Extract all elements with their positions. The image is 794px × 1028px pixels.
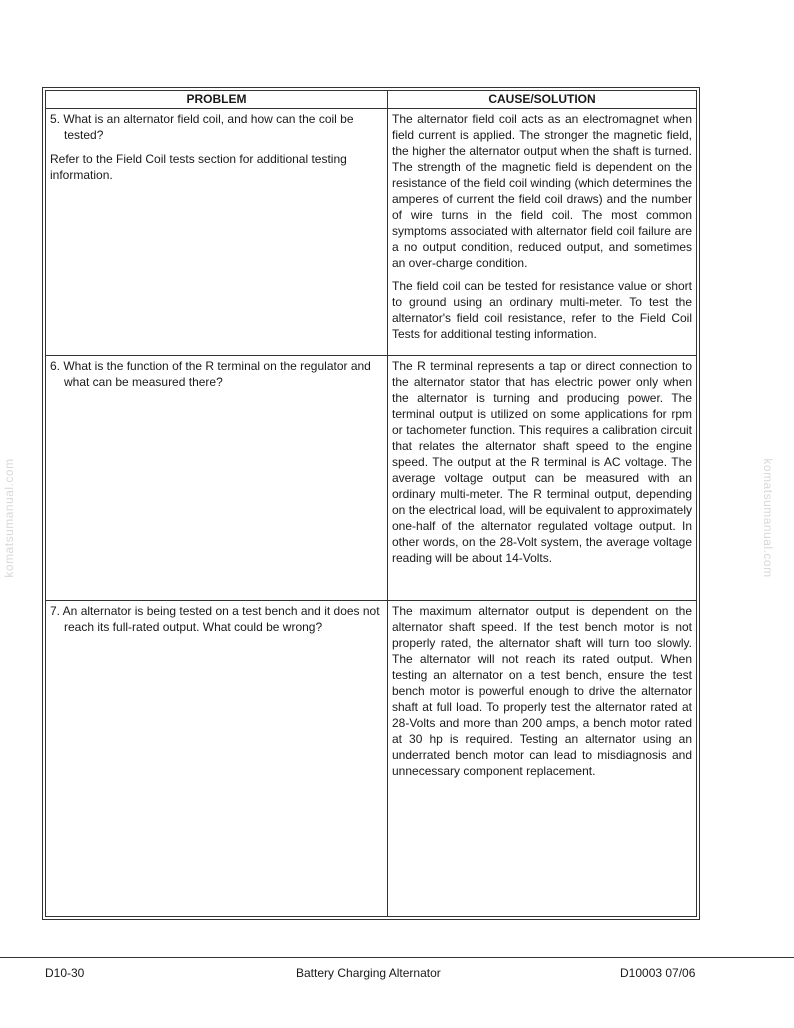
table-row	[46, 601, 696, 916]
footer-doc-code: D10003 07/06	[620, 966, 696, 980]
solution-paragraph: The R terminal represents a tap or direct connection to the alternator stator that has electric power only when the alternator is turning and producing power. The terminal output is utilized on some applications for rpm or tachometer function. This requires a calibration circuit that relates the alternator shaft speed to the engine speed. The output at the R terminal is AC voltage. The average voltage output can be measured with an ordinary multi-meter. The R terminal output, depending on the electrical load, will be equivalent to approximately one-half of the alternator regulated voltage output. In other words, on the 28-Volt system, the average voltage reading will be about 14-Volts.	[392, 359, 692, 565]
header-cause-solution: CAUSE/SOLUTION	[488, 92, 596, 106]
header-problem: PROBLEM	[186, 92, 247, 106]
table-header-row	[46, 91, 696, 109]
problem-cell	[50, 358, 383, 390]
solution-paragraph: The alternator field coil acts as an electromagnet when field current is applied. The stronger the magnetic field, the higher the alternator output when the shaft is turned. The strength of the magnetic field is dependent on the resistance of the field coil winding (which determines the amperes of current the field coil draws) and the number of wire turns in the field coil. The most common symptoms associated with alternator field coil failure are a no output condition, reduced output, and sometimes an over-charge condition.	[392, 112, 692, 270]
problem-question: 7. An alternator is being tested on a test bench and it does not reach its full-rated output. What could be wrong?	[50, 604, 380, 634]
troubleshooting-table	[42, 87, 700, 920]
table-row	[46, 356, 696, 601]
footer-page-number: D10-30	[45, 966, 85, 980]
solution-cell	[392, 358, 692, 566]
solution-cell	[392, 111, 692, 342]
footer-section-title: Battery Charging Alternator	[296, 966, 441, 980]
solution-paragraph: The maximum alternator output is dependent on the alternator shaft speed. If the test bench motor is not properly rated, the alternator shaft will turn too slowly. The alternator will not reach its rated output. When testing an alternator on a test bench, ensure the test bench motor is powerful enough to drive the alternator shaft at full load. To properly test the alternator rated at 28-Volts and more than 200 amps, a bench motor rated at 30 hp is required. Testing an alternator using an underrated bench motor can lead to misdiagnosis and unnecessary component replacement.	[392, 604, 692, 778]
problem-note: Refer to the Field Coil tests section for additional testing information.	[50, 152, 347, 182]
problem-cell	[50, 111, 383, 183]
solution-paragraph: The field coil can be tested for resistance value or short to ground using an ordinary multi-meter. To test the alternator's field coil resistance, refer to the Field Coil Tests for additional testing information.	[392, 279, 692, 341]
footer-rule	[0, 957, 794, 958]
watermark-right: komatsumanual.com	[761, 458, 775, 578]
problem-question: 5. What is an alternator field coil, and how can the coil be tested?	[50, 112, 354, 142]
problem-question: 6. What is the function of the R terminal on the regulator and what can be measured there?	[50, 359, 371, 389]
table-inner	[45, 90, 697, 917]
problem-cell	[50, 603, 383, 635]
watermark-left: komatsumanual.com	[2, 458, 16, 578]
solution-cell	[392, 603, 692, 779]
table-row	[46, 109, 696, 356]
